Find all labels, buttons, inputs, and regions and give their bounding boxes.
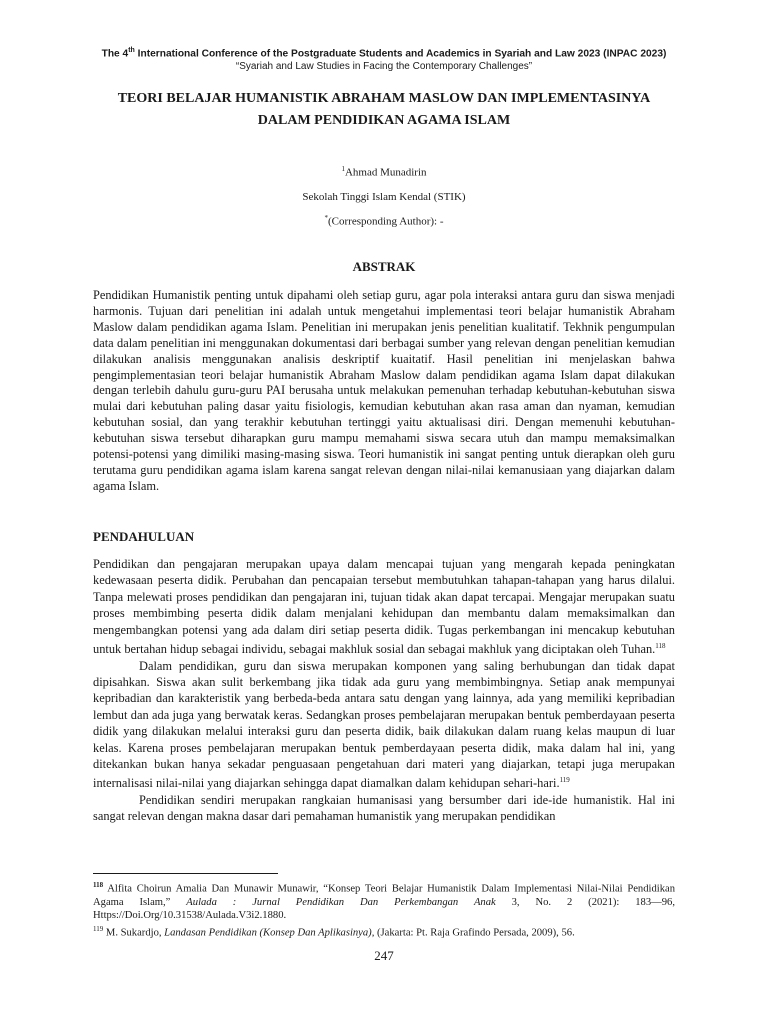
author-affiliation: Sekolah Tinggi Islam Kendal (STIK) (302, 191, 466, 203)
corresponding-author: *(Corresponding Author): - (324, 214, 444, 228)
page-number: 247 (374, 948, 394, 963)
paragraph-2: Dalam pendidikan, guru dan siswa merupakan komponen yang saling berhubungan dan tidak dapat dipisahkan. Siswa akan sulit berkembang jika tidak ada guru yang membimbingnya. Setiap anak mempunyai kepribadian dan karakteristik yang berbeda-beda antara satu dengan yang lainnya, ada yang memiliki kepribadian lembut dan ada juga yang berwatak keras. Sedangkan proses pembelajaran merupakan bentuk pemberdayaan peserta didik yang dilakukan melalui interaksi guru dan peserta didik, baik dilakukan dalam ruang kelas maupun di luar kelas. Karena proses pembelajaran merupakan bentuk pemberdayaan peserta didik, maka dalam hal ini, yang ditekankan bukan hanya sekadar penguasaan pengetahuan dari materi yang diajarkan, tetapi juga merupakan internalisasi nilai-nilai yang diajarkan sehingga dapat diamalkan dalam kehidupan sehari-hari.$^{119}$ (93, 658, 675, 791)
paper-title: TEORI BELAJAR HUMANISTIK ABRAHAM MASLOW DAN IMPLEMENTASINYA DALAM PENDIDIKAN AGAMA ISLAM (117, 91, 651, 128)
conference-theme: “Syariah and Law Studies in Facing the Contemporary Challenges” (235, 61, 533, 73)
abstract-text: Pendidikan Humanistik penting untuk dipahami oleh setiap guru, agar pola interaksi antara guru dan siswa menjadi harmonis. Tujuan dari penelitian ini adalah untuk mengetahui implementasi teori belajar humanistik Abraham Maslow dalam pendidikan agama Islam. Penelitian ini merupakan jenis penelitian kualitatif. Tekhnik pengumpulan data dalam penelitian ini menggunakan dokumentasi dari berbagai sumber yang relevan dengan penelitian kemudian dilakukan analisis menggunakan analisis deskriptif kuaitatif. Hasil penelitian ini menjelaskan bahwa pengimplementasian teori belajar humanistik Abraham Maslow dalam pendidikan agama Islam dapat dilakukan dengan terlebih dahulu guru-guru PAI berusaha untuk melakukan pemenuhan terhadap kebutuhan-kebutuhan siswa mulai dari kebutuhan paling dasar yaitu fisiologis, kemudian kebutuhan akan rasa aman dan nyaman, kemudian kebutuhan sosial, dan yang terakhir kebutuhan tertinggi yaitu aktualisasi diri. Dengan memenuhi kebutuhan-kebutuhan siswa tersebut diharapkan guru mampu memahami siswa secara utuh dan mampu memaksimalkan potensi-potensi yang dimiliki masing-masing siswa. Teori humanistik ini sangat penting untuk dierapkan oleh guru terutama guru pendidikan agama islam karena sangat relevan dengan nilai-nilai kemanusiaan yang diajarkan dalam agama Islam. (93, 288, 675, 493)
footnotes (93, 879, 675, 940)
body-text (93, 556, 675, 825)
footnote-ref[interactable]: 118 (655, 642, 666, 651)
conference-title: The 4th International Conference of the Postgraduate Students and Academics in Syariah and Law 2023 (INPAC 2023) (101, 47, 667, 60)
abstract-heading: ABSTRAK (352, 259, 416, 274)
footnote-divider (93, 873, 278, 874)
conference-header (0, 44, 768, 73)
footnote-119: $^{119}$ M. Sukardjo, Landasan Pendidikan (Konsep Dan Aplikasinya), (Jakarta: Pt. Raja Grafindo Persada, 2009), 56. (93, 924, 575, 939)
footnote-ref[interactable]: 119 (559, 776, 570, 785)
author-name: $^1$Ahmad Munadirin (341, 165, 427, 179)
section-heading-pendahuluan: PENDAHULUAN (93, 529, 195, 544)
footnote-118: $^{118}$ Alfita Choirun Amalia Dan Munawir Munawir, “Konsep Teori Belajar Humanistik Dalam Implementasi Nilai-Nilai Pendidikan Agama Islam,” Aulada : Jurnal Pendidikan Dan Perkembangan Anak 3, No. 2 (2021): 183—96, Https://Doi.Org/10.31538/Aulada.V3i2.1880. (93, 881, 675, 922)
paragraph-1: Pendidikan dan pengajaran merupakan upaya dalam mencapai tujuan yang mengarah kepada peningkatan kedewasaan peserta didik. Perubahan dan pencapaian tersebut membutuhkan tahapan-tahapan yang harus dilalui. Tanpa melewati proses pendidikan dan pengajaran ini, tujuan tidak akan dapat tercapai. Mengajar merupakan suatu proses membimbing peserta didik dalam menjalani kehidupan dan membantu dalam memaksimalkan dan mengembangkan potensi yang ada dalam diri setiap peserta didik. Tugas perkembangan ini mencakup kebutuhan untuk bertahan hidup sebagai individu, sebagai makhluk sosial dan sebagai makhluk yang diciptakan oleh Tuhan.$^{118}$ (93, 557, 675, 657)
paragraph-3: Pendidikan sendiri merupakan rangkaian humanisasi yang bersumber dari ide-ide humanistik. Hal ini sangat relevan dengan makna dasar dari pemahaman humanistik yang merupakan pendidikan (93, 792, 675, 824)
